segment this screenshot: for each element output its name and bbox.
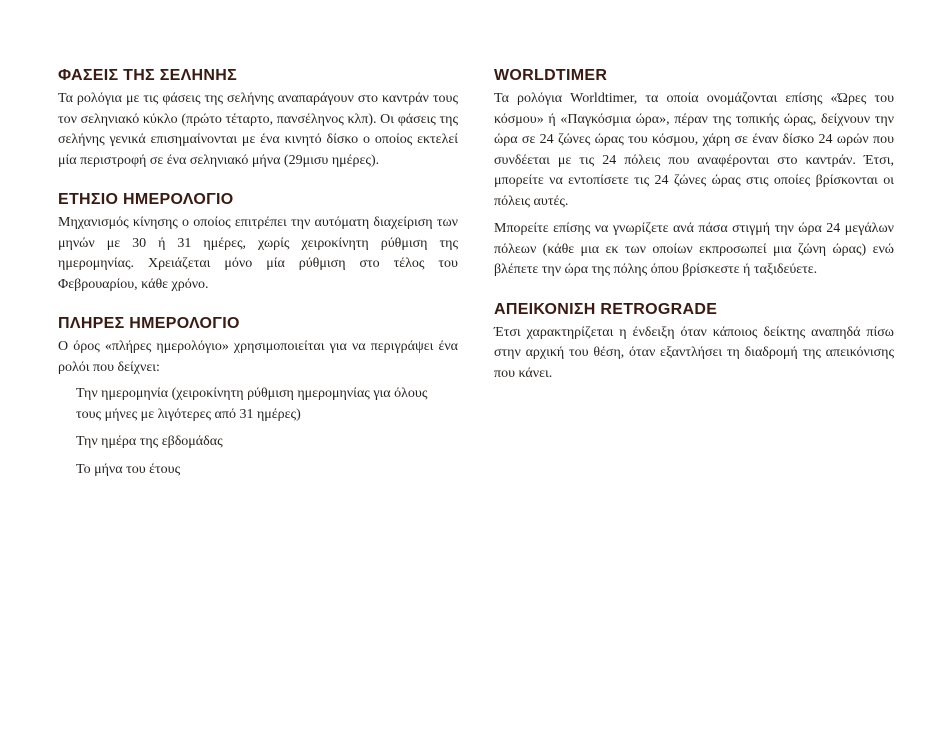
list-item: Την ημέρα της εβδομάδας	[76, 434, 223, 449]
left-column	[58, 66, 458, 499]
section-paragraph: Έτσι χαρακτηρίζεται η ένδειξη όταν κάποιος δείκτης αναπηδά πίσω στην αρχική του θέση, όταν εξαντλήσει τη διαδρομή της απεικόνισης που κάνει.	[494, 324, 894, 381]
right-column	[494, 66, 894, 403]
section-paragraph: Τα ρολόγια με τις φάσεις της σελήνης αναπαράγουν στο καντράν τους τον σεληνιακό κύκλο (πρώτο τέταρτο, πανσέληνος κλπ). Οι φάσεις της σελήνης γενικά επισημαίνονται με ένα κινητό δίσκο ο οποίος εκτελεί μία περιστροφή σε ένα σεληνιακό μήνα (29μισυ ημέρες).	[58, 91, 458, 168]
section-heading: WORLDTIMER	[494, 67, 608, 84]
section-paragraph: Τα ρολόγια Worldtimer, τα οποία ονομάζονται επίσης «Ώρες του κόσμου» ή «Παγκόσμια ώρα», πέραν της τοπικής ώρας, δείχνουν την ώρα σε 24 ζώνες ώρας του κόσμου, χάρη σε έναν δίσκο 24 ωρών που συνδέεται με τις 24 πόλεις που αναφέρονται στο καντράν. Έτσι, μπορείτε να εντοπίσετε τις 24 ζώνες ώρας στις οποίες βρίσκονται οι πόλεις αυτές.	[494, 91, 894, 209]
list-item: Το μήνα του έτους	[76, 461, 181, 477]
section-moon-phases	[58, 66, 458, 171]
section-worldtimer	[494, 66, 894, 281]
section-complete-calendar	[58, 314, 458, 480]
list-item: Την ημερομηνία (χειροκίνητη ρύθμιση ημερομηνίας για όλους τους μήνες με λιγότερες από 31 ημέρες)	[76, 386, 428, 422]
section-annual-calendar	[58, 190, 458, 295]
section-paragraph: Μηχανισμός κίνησης ο οποίος επιτρέπει την αυτόματη διαχείριση των μηνών με 30 ή 31 ημέρες, χωρίς χειροκίνητη ρύθμιση της ημερομηνίας. Χρειάζεται μόνο μία ρύθμιση στο τέλος του Φεβρουαρίου, κάθε χρόνο.	[58, 215, 458, 292]
section-retrograde	[494, 300, 894, 385]
section-heading: ΠΛΗΡΕΣ ΗΜΕΡΟΛΟΓΙΟ	[58, 315, 240, 332]
feature-list	[58, 384, 458, 480]
section-heading: ΑΠΕΙΚΟΝΙΣΗ RETROGRADE	[494, 300, 718, 318]
section-paragraph: Ο όρος «πλήρες ημερολόγιο» χρησιμοποιείται για να περιγράψει ένα ρολόι που δείχνει:	[58, 339, 458, 375]
section-paragraph: Μπορείτε επίσης να γνωρίζετε ανά πάσα στιγμή την ώρα 24 μεγάλων πόλεων (κάθε μια εκ των οποίων εκπροσωπεί μια ζώνη ώρας) ενώ βλέπετε την ώρα της πόλης όπου βρίσκεστε ή ταξιδεύετε.	[494, 221, 894, 277]
section-heading: ΕΤΗΣΙΟ ΗΜΕΡΟΛΟΓΙΟ	[58, 191, 234, 208]
section-heading: ΦΑΣΕΙΣ ΤΗΣ ΣΕΛΗΝΗΣ	[58, 67, 238, 84]
